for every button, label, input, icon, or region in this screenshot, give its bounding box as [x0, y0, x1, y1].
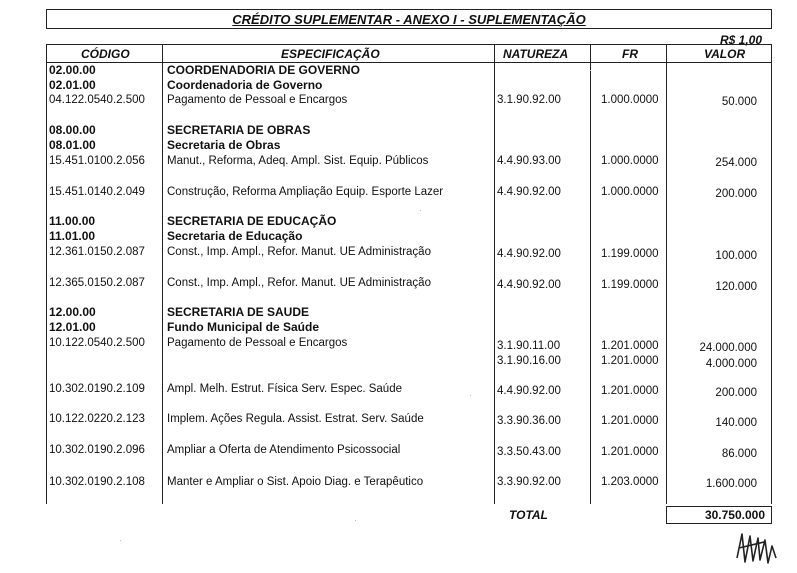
grid-divider: [590, 44, 591, 504]
cell-codigo: 08.00.00: [49, 123, 96, 137]
cell-especificacao: Implem. Ações Regula. Assist. Estrat. Serv. Saúde: [167, 413, 424, 425]
cell-especificacao: Secretaria de Obras: [167, 138, 281, 152]
grid-top-line: [46, 44, 772, 45]
cell-valor: 100.000: [715, 250, 757, 262]
table-row: [0, 444, 797, 460]
cell-fr: 1.201.0000: [601, 385, 659, 397]
cell-valor: 254.000: [715, 157, 757, 169]
table-row: [0, 186, 797, 202]
cell-natureza: 3.1.90.92.00: [497, 94, 561, 106]
table-row: [0, 305, 797, 321]
cell-codigo: 10.302.0190.2.109: [49, 383, 145, 395]
cell-natureza: 4.4.90.92.00: [497, 385, 561, 397]
cell-valor: 4.000.000: [705, 358, 757, 370]
cell-fr: 1.203.0000: [601, 476, 659, 488]
cell-fr: 1.199.0000: [601, 279, 659, 291]
cell-natureza: 4.4.90.93.00: [497, 155, 561, 167]
table-row: [0, 476, 797, 492]
cell-especificacao: Coordenadoria de Governo: [167, 78, 323, 92]
cell-valor: 86.000: [721, 448, 757, 460]
cell-codigo: 12.00.00: [49, 305, 96, 319]
table-row: [0, 413, 797, 429]
cell-especificacao: Construção, Reforma Ampliação Equip. Esporte Lazer: [167, 186, 444, 198]
table-row: [0, 94, 797, 110]
scan-speck: [120, 540, 121, 541]
table-row: [0, 78, 797, 94]
document-title: CRÉDITO SUPLEMENTAR - ANEXO I - SUPLEMENTAÇÃO: [232, 12, 586, 27]
cell-especificacao: Secretaria de Educação: [167, 229, 303, 243]
cell-codigo: 15.451.0100.2.056: [49, 155, 145, 167]
signature-icon: [734, 528, 784, 568]
table-row: [0, 138, 797, 154]
cell-especificacao: Ampliar a Oferta de Atendimento Psicossocial: [167, 444, 401, 456]
cell-fr: 1.000.0000: [601, 186, 659, 198]
table-row: [0, 214, 797, 230]
grid-border-left: [46, 44, 47, 504]
cell-natureza: 4.4.90.92.00: [497, 186, 561, 198]
cell-especificacao: Pagamento de Pessoal e Encargos: [167, 94, 348, 106]
cell-codigo: 12.361.0150.2.087: [49, 246, 145, 258]
cell-natureza: 4.4.90.92.00: [497, 248, 561, 260]
table-row: [0, 320, 797, 336]
cell-especificacao: Manter e Ampliar o Sist. Apoio Diag. e Terapêutico: [167, 476, 424, 488]
scan-speck: [420, 210, 421, 211]
cell-especificacao: SECRETARIA DE OBRAS: [167, 123, 311, 137]
cell-codigo: 12.365.0150.2.087: [49, 277, 145, 289]
scan-speck: [470, 395, 471, 396]
cell-codigo: 11.00.00: [49, 214, 96, 228]
cell-especificacao: Manut., Reforma, Adeq. Ampl. Sist. Equip. Públicos: [167, 155, 429, 167]
cell-fr: 1.201.0000: [601, 340, 659, 352]
table-row: [0, 123, 797, 139]
cell-valor: 24.000.000: [699, 342, 757, 354]
header-especificacao: ESPECIFICAÇÃO: [281, 47, 380, 61]
table-row: [0, 277, 797, 293]
cell-fr: 1.201.0000: [601, 446, 659, 458]
cell-fr: 1.201.0000: [601, 415, 659, 427]
table-row: [0, 155, 797, 171]
header-valor: VALOR: [704, 47, 746, 61]
header-fr: FR: [622, 47, 638, 61]
scan-speck: [590, 70, 591, 71]
cell-valor: 200.000: [715, 188, 757, 200]
header-codigo: CÓDIGO: [81, 47, 130, 61]
table-row: [0, 63, 797, 79]
cell-codigo: 02.01.00: [49, 78, 96, 92]
cell-natureza: 3.3.50.43.00: [497, 446, 561, 458]
cell-codigo: 08.01.00: [49, 138, 96, 152]
cell-especificacao: Ampl. Melh. Estrut. Física Serv. Espec. Saúde: [167, 383, 402, 395]
cell-fr: 1.199.0000: [601, 248, 659, 260]
cell-especificacao: Pagamento de Pessoal e Encargos: [167, 337, 348, 349]
table-row: [0, 383, 797, 399]
cell-valor: 50.000: [721, 96, 757, 108]
table-row: [0, 229, 797, 245]
cell-codigo: 04.122.0540.2.500: [49, 94, 145, 106]
cell-especificacao: SECRETARIA DE SAUDE: [167, 305, 310, 319]
grid-divider: [666, 44, 667, 504]
grid-divider: [162, 44, 163, 504]
cell-especificacao: COORDENADORIA DE GOVERNO: [167, 63, 360, 77]
grid-divider: [494, 44, 495, 504]
scan-speck: [355, 520, 356, 521]
cell-natureza: 3.1.90.11.00: [497, 340, 561, 352]
table-row: [0, 355, 797, 371]
table-row: [0, 337, 797, 353]
cell-fr: 1.201.0000: [601, 355, 659, 367]
cell-valor: 120.000: [715, 281, 757, 293]
cell-codigo: 11.01.00: [49, 229, 96, 243]
cell-especificacao: SECRETARIA DE EDUCAÇÃO: [167, 214, 337, 228]
cell-natureza: 3.1.90.16.00: [497, 355, 561, 367]
cell-fr: 1.000.0000: [601, 94, 659, 106]
cell-especificacao: Const., Imp. Ampl., Refor. Manut. UE Administração: [167, 246, 431, 258]
cell-codigo: 12.01.00: [49, 320, 96, 334]
cell-valor: 1.600.000: [705, 478, 757, 490]
total-label: TOTAL: [509, 508, 548, 522]
total-box: [666, 506, 772, 524]
cell-codigo: 15.451.0140.2.049: [49, 186, 145, 198]
cell-natureza: 3.3.90.36.00: [497, 415, 561, 427]
cell-codigo: 02.00.00: [49, 63, 96, 77]
cell-fr: 1.000.0000: [601, 155, 659, 167]
cell-especificacao: Const., Imp. Ampl., Refor. Manut. UE Administração: [167, 277, 431, 289]
cell-natureza: 3.3.90.92.00: [497, 476, 561, 488]
cell-valor: 140.000: [715, 417, 757, 429]
cell-codigo: 10.122.0540.2.500: [49, 337, 145, 349]
cell-natureza: 4.4.90.92.00: [497, 279, 561, 291]
cell-especificacao: Fundo Municipal de Saúde: [167, 320, 320, 334]
cell-codigo: 10.122.0220.2.123: [49, 413, 145, 425]
table-grid: [46, 44, 772, 504]
cell-valor: 200.000: [715, 387, 757, 399]
table-row: [0, 246, 797, 262]
total-value: 30.750.000: [704, 508, 765, 522]
title-box: [46, 9, 772, 29]
cell-codigo: 10.302.0190.2.108: [49, 476, 145, 488]
cell-codigo: 10.302.0190.2.096: [49, 444, 145, 456]
grid-border-right: [771, 44, 772, 504]
currency-unit: R$ 1,00: [719, 33, 762, 47]
header-natureza: NATUREZA: [503, 47, 569, 61]
